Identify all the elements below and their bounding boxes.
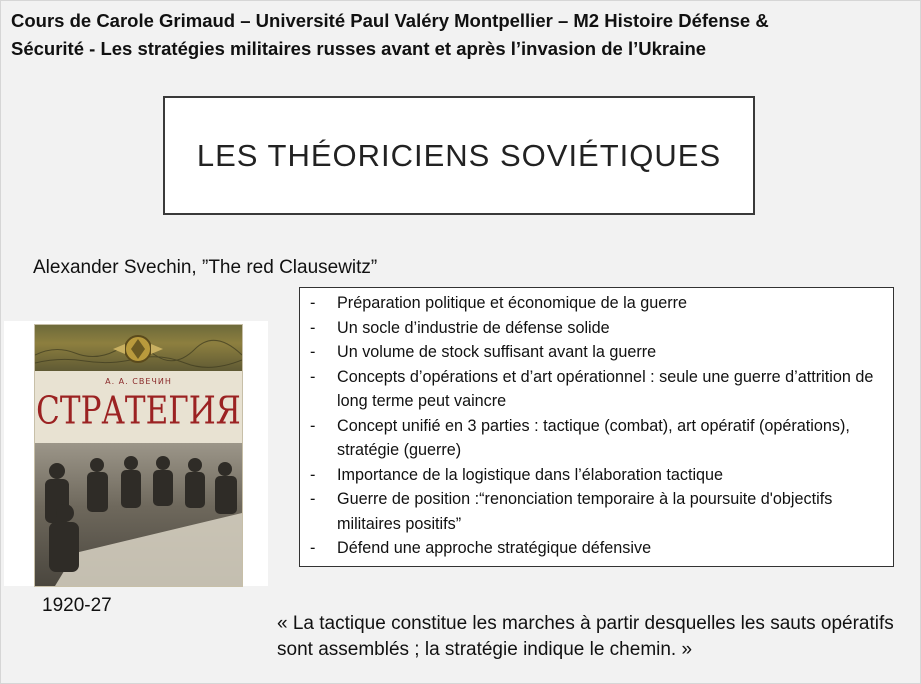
book-cover xyxy=(34,324,243,587)
slide-title: LES THÉORICIENS SOVIÉTIQUES xyxy=(196,137,722,173)
bullet-dash: - xyxy=(310,367,316,386)
quote-text: « La tactique constitue les marches à partir desquelles les sauts opératifs sont assemblés ; la stratégie indique le chemin. » xyxy=(277,613,894,660)
book-cover-image xyxy=(4,321,268,586)
course-header xyxy=(11,7,911,63)
list-item xyxy=(308,340,885,365)
book-title: СТРАТЕГИЯ xyxy=(36,388,241,434)
list-item xyxy=(308,414,885,463)
emblem-icon xyxy=(35,325,242,371)
bullet-dash: - xyxy=(310,343,316,361)
date-range: 1920-27 xyxy=(42,595,112,616)
bullet-text: Importance de la logistique dans l’élaboration tactique xyxy=(337,465,724,484)
bullet-dash: - xyxy=(310,318,316,337)
bullet-dash: - xyxy=(310,490,316,508)
bullet-text: Un volume de stock suffisant avant la guerre xyxy=(337,343,657,361)
list-item xyxy=(308,463,885,488)
list-item xyxy=(308,487,885,536)
course-header-line-2: Sécurité - Les stratégies militaires russes avant et après l’invasion de l’Ukraine xyxy=(11,38,707,59)
list-item xyxy=(308,291,885,316)
bullet-text: Concept unifié en 3 parties : tactique (combat), art opératif (opérations), stratégie (guerre) xyxy=(337,416,850,459)
list-item xyxy=(308,316,885,341)
theorist-subtitle: Alexander Svechin, ”The red Clausewitz” xyxy=(33,257,378,278)
bullet-dash: - xyxy=(310,539,316,557)
slide-title-box xyxy=(163,96,755,215)
bullet-text: Concepts d’opérations et d’art opérationnel : seule une guerre d’attrition de long terme peut vaincre xyxy=(337,367,874,410)
course-header-line-1: Cours de Carole Grimaud – Université Paul Valéry Montpellier – M2 Histoire Défense & xyxy=(11,10,769,31)
list-item xyxy=(308,536,885,561)
meeting-photo-illustration xyxy=(35,443,242,586)
bullet-list xyxy=(300,288,893,561)
bullet-text: Préparation politique et économique de la guerre xyxy=(337,294,688,312)
bullet-dash: - xyxy=(310,294,316,312)
book-photo xyxy=(35,443,242,586)
bullet-dash: - xyxy=(310,465,316,484)
book-top-band xyxy=(35,325,242,371)
bullet-dash: - xyxy=(310,416,316,435)
bullet-list-box xyxy=(299,287,894,567)
bullet-text: Défend une approche stratégique défensive xyxy=(337,539,652,557)
bullet-text: Un socle d’industrie de défense solide xyxy=(337,318,610,337)
list-item xyxy=(308,365,885,414)
bullet-text: Guerre de position :“renonciation temporaire à la poursuite d'objectifs militaires positifs” xyxy=(337,490,833,533)
book-author: А. А. СВЕЧИН xyxy=(105,377,172,386)
